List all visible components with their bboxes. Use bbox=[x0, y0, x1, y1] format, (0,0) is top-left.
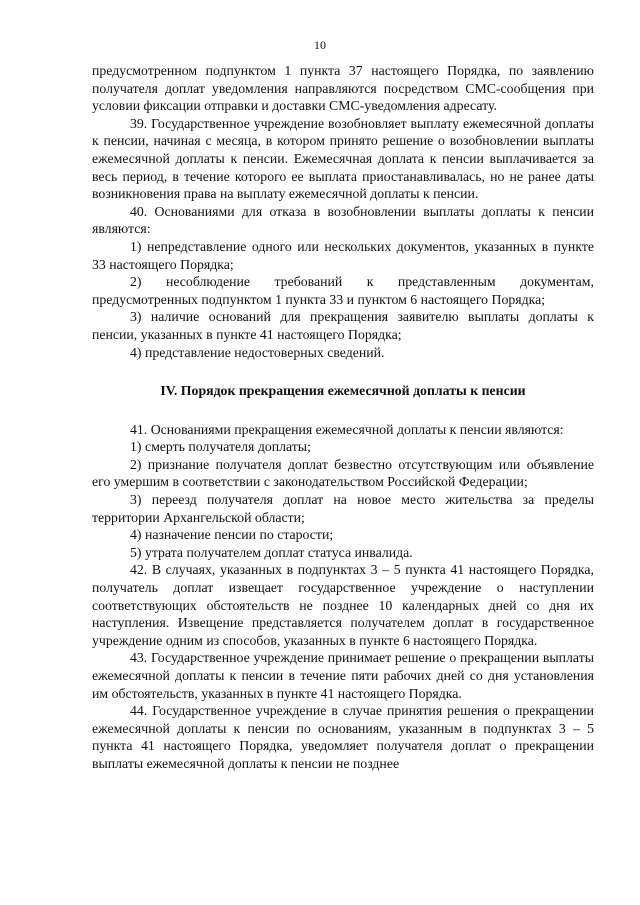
list-item-40-3: 3) наличие оснований для прекращения заявителю выплаты доплаты к пенсии, указанных в пункте 41 настоящего Порядка; bbox=[92, 309, 594, 342]
list-item-41-3: 3) переезд получателя доплат на новое место жительства за пределы территории Архангельской области; bbox=[92, 492, 594, 525]
paragraph-continuation: предусмотренном подпунктом 1 пункта 37 настоящего Порядка, по заявлению получателя доплат уведомления направляются посредством СМС-сообщения при условии фиксации отправки и доставки СМС-уведомления адресату. bbox=[92, 63, 594, 114]
paragraph-42: 42. В случаях, указанных в подпунктах 3 – 5 пункта 41 настоящего Порядка, получатель доплат извещает государственное учреждение о наступлении соответствующих обстоятельств не позднее 10 календарных дней со дня их наступления. Извещение представляется получателем доплат в государственное учреждение одним из способов, указанных в пункте 6 настоящего Порядка. bbox=[92, 562, 594, 648]
paragraph-39: 39. Государственное учреждение возобновляет выплату ежемесячной доплаты к пенсии, начиная с месяца, в котором принято решение о возобновлении выплаты ежемесячной доплаты к пенсии. Ежемесячная доплата к пенсии выплачивается за весь период, в течение которого ее выплата приостанавливалась, но не ранее даты возникновения права на выплату ежемесячной доплаты к пенсии. bbox=[92, 115, 594, 202]
list-item-40-1: 1) непредставление одного или нескольких документов, указанных в пункте 33 настоящего Порядка; bbox=[92, 238, 594, 272]
list-item-40-4: 4) представление недостоверных сведений. bbox=[130, 344, 385, 360]
list-item-41-1: 1) смерть получателя доплаты; bbox=[130, 439, 311, 455]
page-number: 10 bbox=[314, 38, 326, 52]
list-item-41-5: 5) утрата получателем доплат статуса инвалида. bbox=[130, 544, 413, 560]
section-heading: IV. Порядок прекращения ежемесячной доплаты к пенсии bbox=[160, 383, 526, 399]
paragraph-44: 44. Государственное учреждение в случае принятия решения о прекращении ежемесячной доплаты к пенсии по основаниям, указанным в подпунктах 3 – 5 пункта 41 настоящего Порядка, уведомляет получателя доплат о прекращении выплаты ежемесячной доплаты к пенсии не позднее bbox=[92, 703, 594, 771]
document-body bbox=[92, 62, 594, 773]
list-item-40-2: 2) несоблюдение требований к представленным документам, предусмотренных подпунктом 1 пункта 33 и пунктом 6 настоящего Порядка; bbox=[92, 274, 594, 307]
paragraph-40: 40. Основаниями для отказа в возобновлении выплаты доплаты к пенсии являются: bbox=[92, 203, 594, 237]
list-item-41-2: 2) признание получателя доплат безвестно отсутствующим или объявление его умершим в соответствии с законодательством Российской Федерации; bbox=[92, 456, 594, 490]
list-item-41-4: 4) назначение пенсии по старости; bbox=[130, 527, 334, 543]
paragraph-43: 43. Государственное учреждение принимает решение о прекращении выплаты ежемесячной доплаты к пенсии в течение пяти рабочих дней со дня установления им обстоятельств, указанных в пункте 41 настоящего Порядка. bbox=[92, 650, 594, 701]
paragraph-41: 41. Основаниями прекращения ежемесячной доплаты к пенсии являются: bbox=[130, 421, 564, 437]
